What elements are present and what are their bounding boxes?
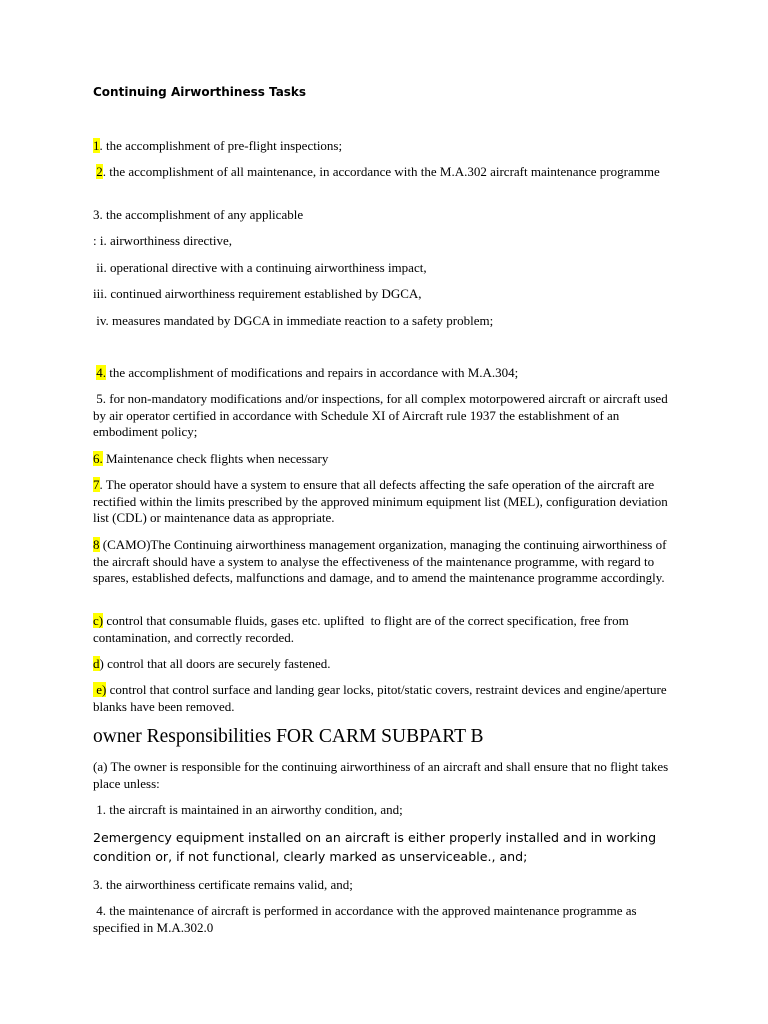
- task-item-4: 4. the accomplishment of modifications and repairs in accordance with M.A.304;: [96, 365, 519, 380]
- document-title: Continuing Airworthiness Tasks: [93, 85, 307, 99]
- highlight-marker: 7: [93, 477, 100, 492]
- highlight-marker: 6.: [93, 451, 103, 466]
- task-item-3-ii: ii. operational directive with a continuing airworthiness impact,: [93, 260, 427, 275]
- highlight-marker: c): [93, 613, 104, 628]
- owner-item-1: 1. the aircraft is maintained in an airworthy condition, and;: [93, 802, 403, 817]
- task-item-e: e) control that control surface and landing gear locks, pitot/static covers, restraint devices and engine/aperture blanks have been removed.: [93, 682, 670, 714]
- section-heading: owner Responsibilities FOR CARM SUBPART B: [93, 726, 484, 747]
- highlight-marker: e): [93, 682, 107, 697]
- task-item-c: c) control that consumable fluids, gases etc. uplifted to flight are of the correct specification, free from contamination, and correctly recorded.: [93, 613, 632, 645]
- task-item-7: 7. The operator should have a system to ensure that all defects affecting the safe operation of the aircraft are rectified within the limits prescribed by the approved minimum equipment list (MEL), configuration deviation list (CDL) or maintenance data as appropriate.: [93, 477, 672, 525]
- owner-item-2: 2emergency equipment installed on an aircraft is either properly installed and in working condition or, if not functional, clearly marked as unserviceable., and;: [93, 830, 661, 864]
- task-item-3-i: : i. airworthiness directive,: [93, 233, 232, 248]
- task-item-5: 5. for non-mandatory modifications and/or inspections, for all complex motorpowered aircraft or aircraft used by air operator certified in accordance with Schedule XI of Aircraft rule 1937 the establishment of an embodiment policy;: [93, 391, 671, 439]
- task-item-3-iii: iii. continued airworthiness requirement established by DGCA,: [93, 286, 422, 301]
- task-item-3: 3. the accomplishment of any applicable: [93, 207, 304, 222]
- highlight-marker: d: [93, 656, 100, 671]
- highlight-marker: 4.: [96, 365, 106, 380]
- highlight-marker: 2: [96, 164, 103, 179]
- task-item-6: 6. Maintenance check flights when necessary: [93, 451, 329, 466]
- task-item-2: 2. the accomplishment of all maintenance, in accordance with the M.A.302 aircraft maintenance programme: [96, 164, 660, 179]
- highlight-marker: 8: [93, 537, 100, 552]
- task-item-3-iv: iv. measures mandated by DGCA in immediate reaction to a safety problem;: [93, 313, 494, 328]
- task-item-1: 1. the accomplishment of pre-flight inspections;: [93, 138, 343, 153]
- owner-item-a: (a) The owner is responsible for the continuing airworthiness of an aircraft and shall ensure that no flight takes place unless:: [93, 759, 672, 791]
- task-item-d: d) control that all doors are securely fastened.: [93, 656, 331, 671]
- owner-item-4: 4. the maintenance of aircraft is performed in accordance with the approved maintenance programme as specified in M.A.302.0: [93, 903, 640, 935]
- task-item-8: 8 (CAMO)The Continuing airworthiness management organization, managing the continuing airworthiness of the aircraft should have a system to analyse the effectiveness of the maintenance programme, with regard to spares, established defects, malfunctions and damage, and to amend the maintenance programme accordingly.: [93, 537, 670, 585]
- highlight-marker: 1: [93, 138, 100, 153]
- owner-item-3: 3. the airworthiness certificate remains valid, and;: [93, 877, 353, 892]
